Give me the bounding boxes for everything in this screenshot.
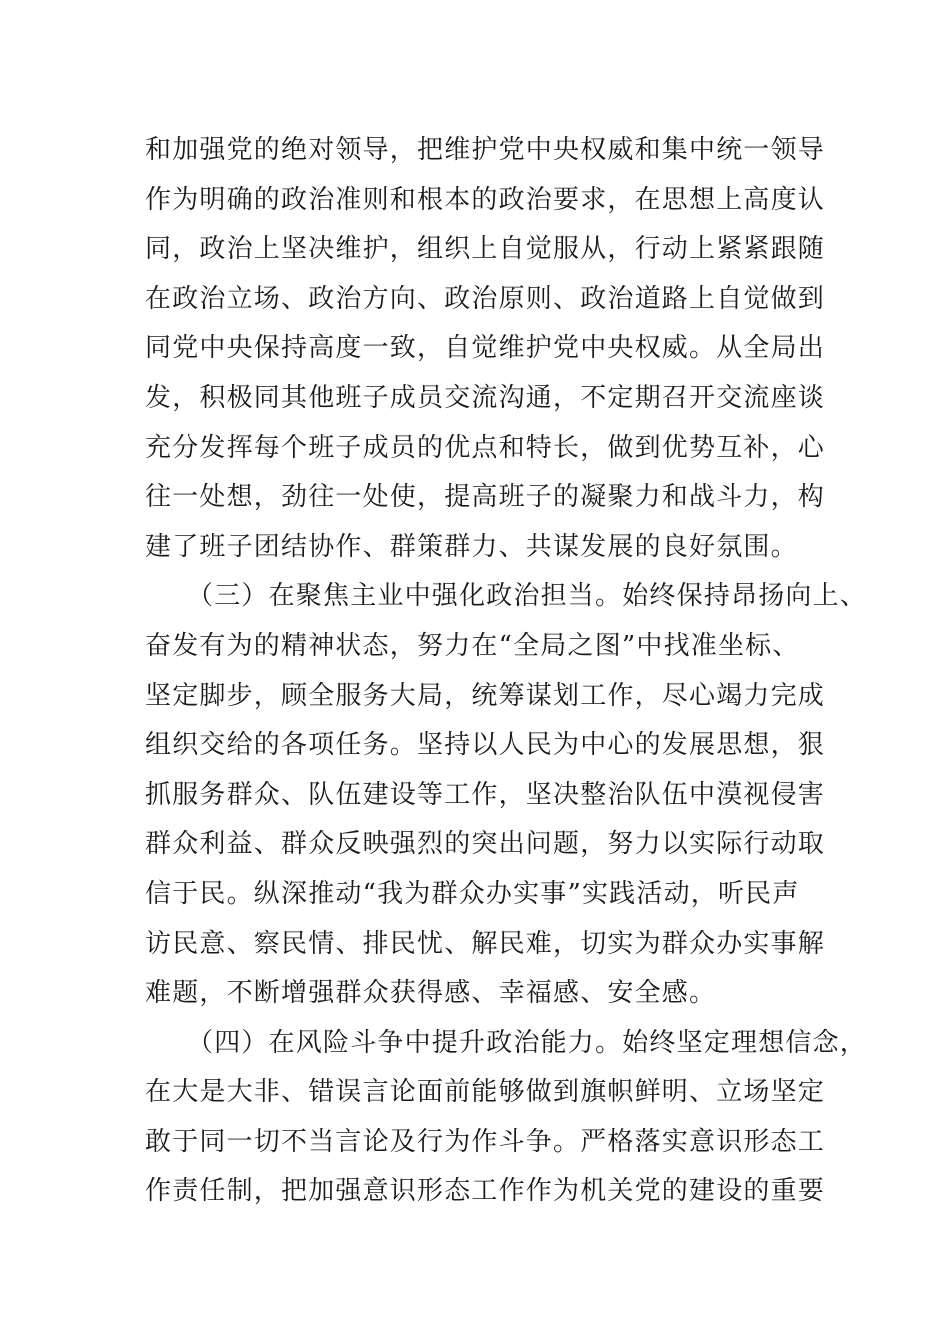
text-line: 在政治立场、政治方向、政治原则、政治道路上自觉做到 [145, 283, 826, 314]
text-line: 充分发挥每个班子成员的优点和特长，做到优势互补，心 [145, 432, 826, 463]
text-line: 往一处想，劲往一处使，提高班子的凝聚力和战斗力，构 [145, 482, 826, 513]
text-line: 作为明确的政治准则和根本的政治要求，在思想上高度认 [145, 184, 826, 215]
text-line: 信于民。纵深推动“我为群众办实事”实践活动，听民声 [145, 878, 800, 909]
text-line: 和加强党的绝对领导，把维护党中央权威和集中统一领导 [145, 135, 826, 165]
text-line: 发，积极同其他班子成员交流沟通，不定期召开交流座谈 [145, 382, 826, 413]
text-line: 同，政治上坚决维护，组织上自觉服从，行动上紧紧跟随 [145, 234, 826, 265]
text-line: 同党中央保持高度一致，自觉维护党中央权威。从全局出 [145, 333, 826, 364]
text-line: 奋发有为的精神状态，努力在“全局之图”中找准坐标、 [145, 630, 800, 661]
text-line: 敢于同一切不当言论及行为作斗争。严格落实意识形态工 [145, 1126, 826, 1157]
text-line: 访民意、察民情、排民忧、解民难，切实为群众办实事解 [145, 928, 826, 959]
text-line: 群众利益、群众反映强烈的突出问题，努力以实际行动取 [145, 829, 826, 860]
text-line: 作责任制，把加强意识形态工作作为机关党的建设的重要 [145, 1176, 826, 1207]
text-line: 建了班子团结协作、群策群力、共谋发展的良好氛围。 [145, 531, 798, 562]
section-heading-line: （三）在聚焦主业中强化政治担当。始终保持昂扬向上、 [187, 581, 868, 612]
text-line: 坚定脚步，顾全服务大局，统筹谋划工作，尽心竭力完成 [145, 680, 826, 711]
text-line: 在大是大非、错误言论面前能够做到旗帜鲜明、立场坚定 [145, 1077, 826, 1108]
section-heading-line: （四）在风险斗争中提升政治能力。始终坚定理想信念， [187, 1027, 868, 1058]
text-line: 组织交给的各项任务。坚持以人民为中心的发展思想，狠 [145, 730, 826, 761]
body-text [145, 126, 868, 1217]
text-line: 难题，不断增强群众获得感、幸福感、安全感。 [145, 978, 717, 1009]
text-line: 抓服务群众、队伍建设等工作，坚决整治队伍中漠视侵害 [145, 779, 826, 810]
